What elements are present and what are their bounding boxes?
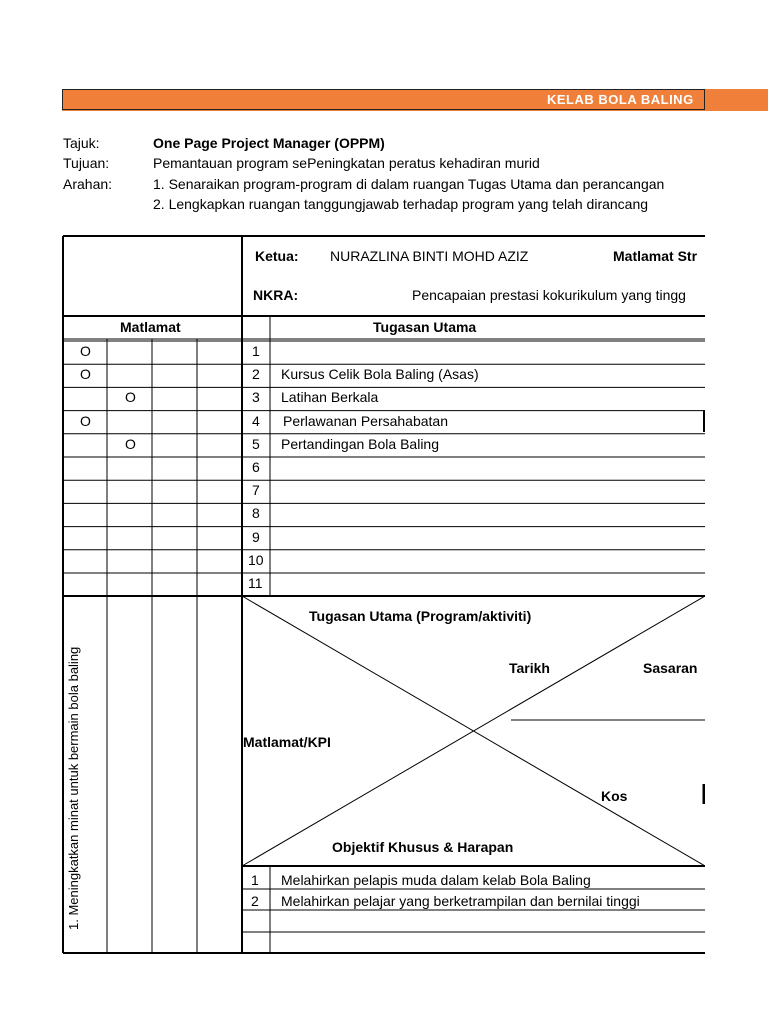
matlamat-mark: O	[80, 343, 91, 359]
task-row-number: 10	[248, 551, 264, 568]
matlamat-mark: O	[80, 412, 91, 429]
ketua-value: NURAZLINA BINTI MOHD AZIZ	[330, 248, 529, 264]
task-row-number: 7	[252, 482, 260, 499]
tarikh-label: Tarikh	[509, 660, 550, 676]
tujuan-value: Pemantauan program sePeningkatan peratus kehadiran murid	[153, 155, 540, 171]
task-row-number: 1	[252, 343, 260, 359]
objective-text-2: Melahirkan pelajar yang berketrampilan dan bernilai tinggi	[281, 893, 640, 909]
kos-label: Kos	[601, 788, 628, 804]
tugasan-header: Tugasan Utama	[373, 319, 477, 335]
task-row-number: 8	[252, 505, 260, 522]
matlamat-kpi-label: Matlamat/KPI	[243, 734, 331, 750]
task-row-number: 5	[252, 435, 260, 452]
objective-text-1: Melahirkan pelapis muda dalam kelab Bola Baling	[281, 872, 591, 888]
objective-num-1: 1	[251, 872, 259, 888]
matlamat-header: Matlamat	[120, 319, 181, 335]
matlamat-mark: O	[125, 435, 136, 452]
matlamat-str-label: Matlamat Str	[613, 248, 698, 264]
task-row-number: 4	[252, 412, 260, 429]
objective-num-2: 2	[251, 893, 259, 909]
task-row-number: 9	[252, 528, 260, 545]
task-row-number: 2	[252, 366, 260, 383]
arahan-label: Arahan:	[63, 176, 113, 192]
task-row-number: 11	[248, 575, 263, 591]
tugasan-program-label: Tugasan Utama (Program/aktiviti)	[309, 608, 532, 624]
arahan-line-1: 1. Senaraikan program-program di dalam ruangan Tugas Utama dan perancangan	[153, 176, 665, 192]
nkra-value: Pencapaian prestasi kokurikulum yang tingg	[412, 287, 686, 303]
matlamat-mark: O	[125, 389, 136, 406]
task-row-text: Perlawanan Persahabatan	[283, 412, 449, 429]
objektif-label: Objektif Khusus & Harapan	[332, 839, 514, 855]
task-row-text: Pertandingan Bola Baling	[281, 435, 440, 452]
task-row-number: 3	[252, 389, 260, 406]
matlamat-vertical-label: 1. Meningkatkan minat untuk bermain bola baling	[66, 646, 81, 930]
ketua-label: Ketua:	[255, 248, 299, 264]
tajuk-value: One Page Project Manager (OPPM)	[153, 135, 385, 151]
task-row-number: 6	[252, 459, 260, 475]
tajuk-label: Tajuk:	[63, 135, 100, 151]
sasaran-label: Sasaran	[643, 660, 698, 676]
nkra-label: NKRA:	[253, 287, 299, 303]
task-row-text: Kursus Celik Bola Baling (Asas)	[281, 366, 479, 383]
arahan-line-2: 2. Lengkapkan ruangan tanggungjawab terhadap program yang telah dirancang	[153, 196, 649, 212]
header-title: KELAB BOLA BALING	[547, 92, 694, 107]
tujuan-label: Tujuan:	[63, 155, 110, 171]
task-row-text: Latihan Berkala	[281, 389, 379, 406]
matlamat-mark: O	[80, 366, 91, 383]
